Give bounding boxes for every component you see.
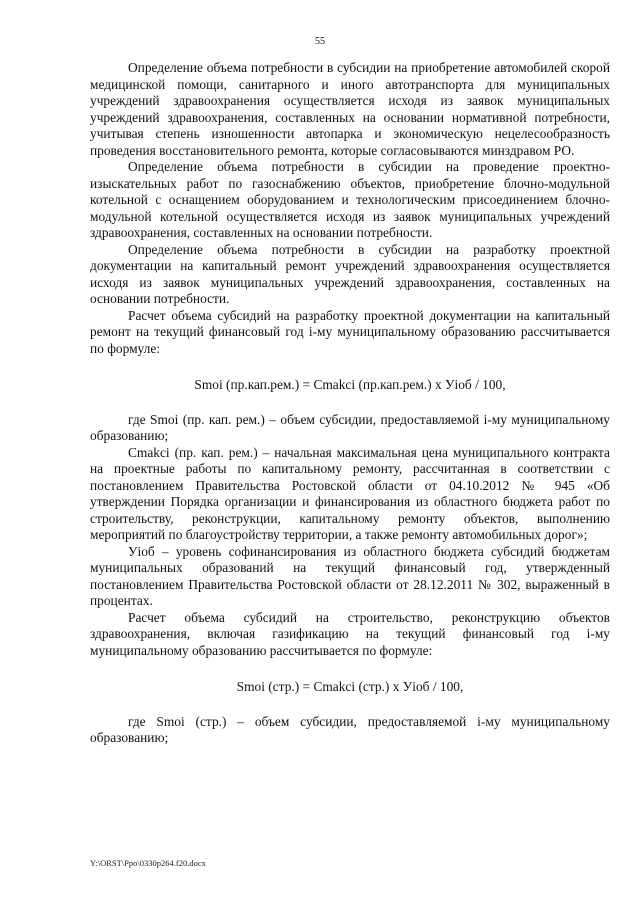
paragraph-gas-supply: Определение объема потребности в субсидии на проведение проектно-изыскательных работ по газоснабжению объектов, приобретение блочно-модульной котельной с оснащением оборудованием и технологическим присоединением блочно-модульной котельной осуществляется исходя из заявок муниципальных учреждений здравоохранения, составленных на основании потребности. [90, 159, 610, 240]
file-path-footer: Y:\ORST\Ppo\0330p264.f20.docx [90, 858, 206, 868]
paragraph-calc-intro-2: Расчет объема субсидий на строительство, реконструкцию объектов здравоохранения, включая газификацию на текущий финансовый год i-му муниципальному образованию рассчитывается по формуле: [90, 609, 610, 658]
document-body [90, 60, 610, 747]
paragraph-smoi-definition: где Smoi (пр. кап. рем.) – объем субсидии, предоставляемой i-му муниципальному образованию; [90, 411, 610, 443]
paragraph-vehicles: Определение объема потребности в субсидии на приобретение автомобилей скорой медицинской помощи, санитарного и иного автотранспорта для муниципальных учреждений здравоохранения осуществляется исходя из заявок муниципальных учреждений здравоохранения, составленных на основании нормативной потребности, учитывая степень изношенности автопарка и экономическую нецелесообразность проведения восстановительного ремонта, которые согласовываются минздравом РО. [90, 60, 610, 158]
paragraph-project-docs: Определение объема потребности в субсидии на разработку проектной документации на капитальный ремонт учреждений здравоохранения осуществляется исходя из заявок муниципальных учреждений здравоохранения, составленных на основании потребности. [90, 241, 610, 306]
formula-construction: Smoi (стр.) = Cmakci (стр.) х Уioб / 100, [236, 679, 464, 694]
paragraph-calc-intro-1: Расчет объема субсидий на разработку проектной документации на капитальный ремонт на текущий финансовый год i-му муниципальному образованию рассчитывается по формуле: [90, 307, 610, 356]
page-number: 55 [315, 36, 325, 47]
formula-capital-repair: Smoi (пр.кап.рем.) = Cmakci (пр.кап.рем.) х Уioб / 100, [194, 377, 506, 392]
paragraph-smoi-construction-definition: где Smoi (стр.) – объем субсидии, предоставляемой i-му муниципальному образованию; [90, 713, 610, 745]
paragraph-uiob-definition: Уioб – уровень софинансирования из областного бюджета субсидий бюджетам муниципальных образований на текущий финансовый год, утвержденный постановлением Правительства Ростовской области от 28.12.2011 № 302, выраженный в процентах. [90, 543, 610, 608]
paragraph-cmakci-definition: Cmakci (пр. кап. рем.) – начальная максимальная цена муниципального контракта на проектные работы по капитальному ремонту, рассчитанная в соответствии с постановлением Правительства Ростовской области от 04.10.2012 № 945 «Об утверждении Порядка организации и финансирования из областного бюджета работ по строительству, реконструкции, капитальному ремонту объектов, выполнению мероприятий по благоустройству территории, а также ремонту автомобильных дорог»; [90, 444, 610, 542]
